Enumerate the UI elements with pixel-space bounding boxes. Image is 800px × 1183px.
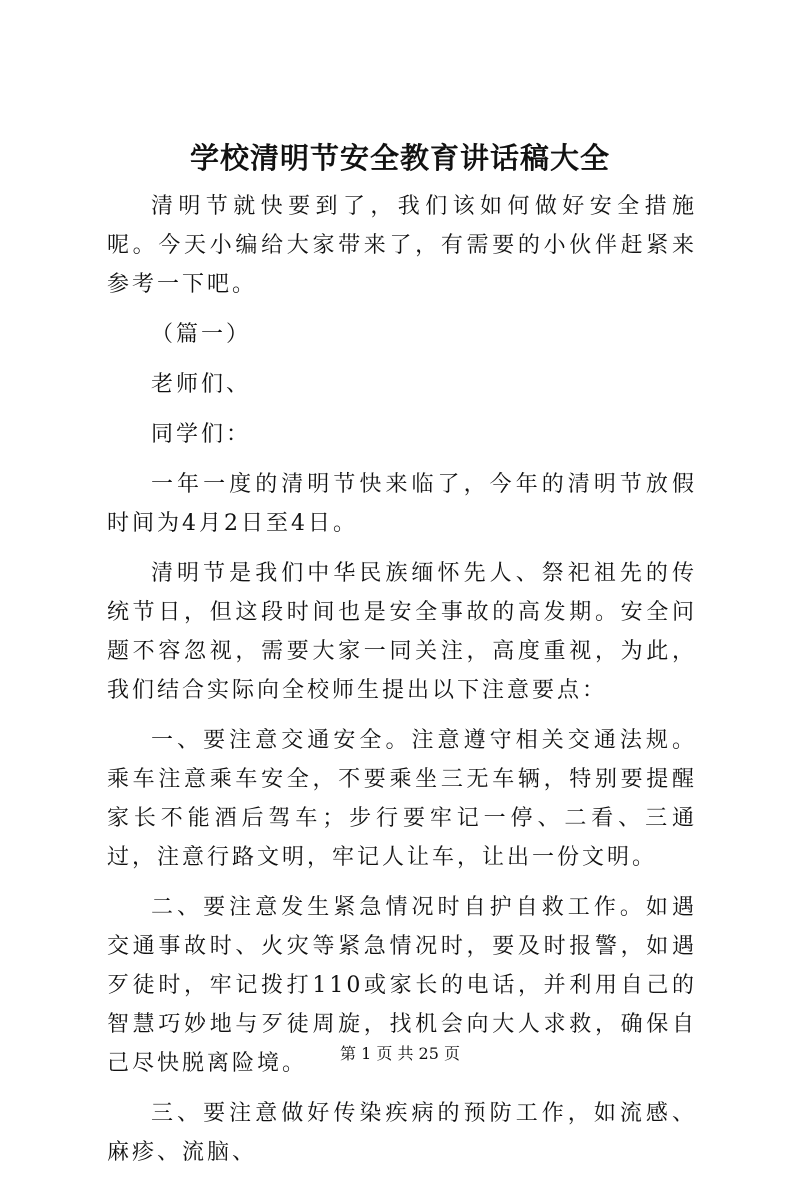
paragraph-section-label: （篇一） (151, 322, 252, 347)
paragraph-disease-prevention: 三、要注意做好传染疾病的预防工作，如流感、麻疹、流脑、 (107, 1101, 697, 1165)
document-body (107, 187, 697, 1183)
paragraph-traffic-safety: 一、要注意交通安全。注意遵守相关交通法规。乘车注意乘车安全，不要乘坐三无车辆，特别要提醒家长不能酒后驾车；步行要牢记一停、二看、三通过，注意行路文明，牢记人让车，让出一份文明。 (107, 728, 697, 870)
paragraph-emergency-self-rescue: 二、要注意发生紧急情况时自护自救工作。如遇交通事故时、火灾等紧急情况时，要及时报警，如遇歹徒时，牢记拨打110或家长的电话，并利用自己的智慧巧妙地与歹徒周旋，找机会向大人求救，确保自己尽快脱离险境。 (107, 895, 697, 1076)
document-title: 学校清明节安全教育讲话稿大全 (189, 141, 610, 175)
paragraph-holiday-dates: 一年一度的清明节快来临了，今年的清明节放假时间为4月2日至4日。 (107, 472, 697, 536)
paragraph-background: 清明节是我们中华民族缅怀先人、祭祀祖先的传统节日，但这段时间也是安全事故的高发期。安全问题不容忽视，需要大家一同关注，高度重视，为此，我们结合实际向全校师生提出以下注意要点： (107, 561, 697, 703)
paragraph-salutation-students: 同学们： (151, 422, 252, 447)
paragraph-salutation-teachers: 老师们、 (151, 372, 252, 397)
page-number-footer: 第 1 页 共 25 页 (340, 1044, 460, 1063)
paragraph-intro: 清明节就快要到了，我们该如何做好安全措施呢。今天小编给大家带来了，有需要的小伙伴赶紧来参考一下吧。 (107, 194, 697, 297)
